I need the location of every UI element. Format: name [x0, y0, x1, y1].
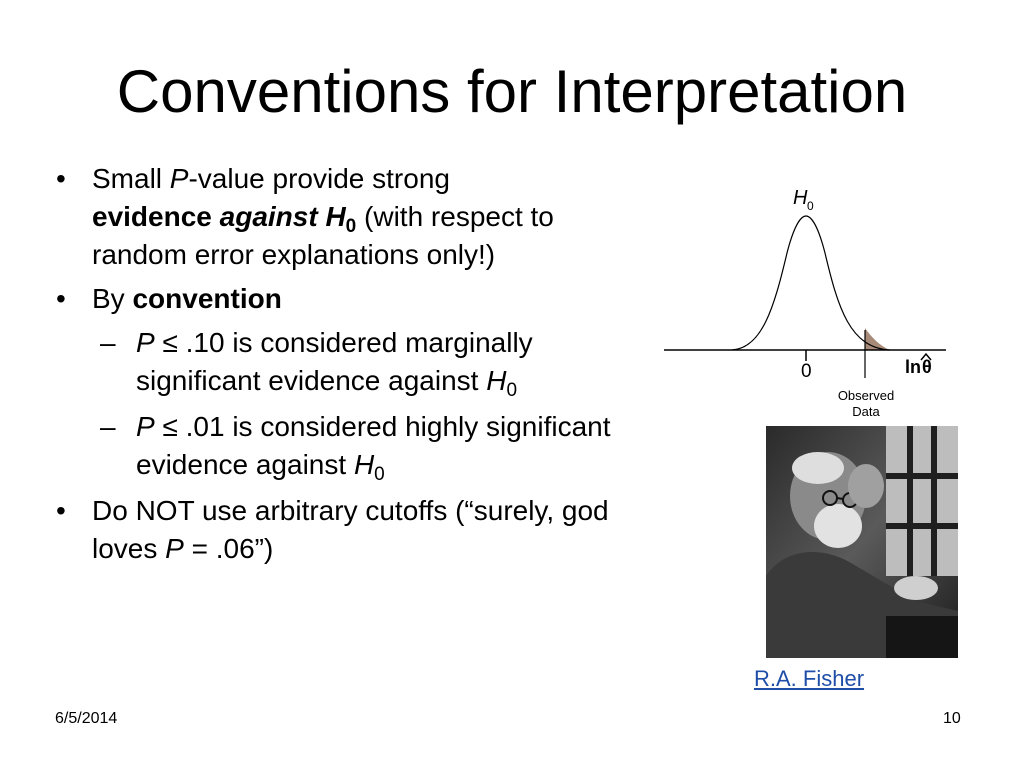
slide-number: 10 — [943, 710, 961, 727]
bullet-dot: • — [56, 283, 66, 314]
bullet-convention: • By convention — [56, 280, 636, 318]
fisher-photo-link[interactable]: R.A. Fisher — [754, 666, 865, 691]
axis-label: ln — [905, 357, 921, 377]
bullet-dot: • — [56, 163, 66, 194]
bullet-dot: • — [56, 495, 66, 526]
subbullet-marginal: – P ≤ .10 is considered marginally significant evidence against $H_0$ — [56, 324, 636, 400]
h0-subscript: 0 — [807, 199, 814, 213]
fisher-photo — [766, 426, 958, 658]
subbullet-dash: – — [100, 327, 116, 358]
null-distribution-diagram — [662, 178, 952, 423]
bullet-cutoffs: • Do NOT use arbitrary cutoffs (“surely, god loves P = .06”) — [56, 492, 636, 568]
subbullet-dash: – — [100, 411, 116, 442]
bullet-pvalue: • Small P-value provide strong evidence against $H_0$ (with respect to random error explanations only!) — [56, 160, 636, 274]
tail-area — [865, 328, 890, 350]
axis-label-symbol: θ — [922, 357, 932, 377]
slide-title: Conventions for Interpretation — [116, 58, 908, 125]
h0-label: H — [793, 187, 808, 209]
subbullet-highly: – P ≤ .01 is considered highly significant evidence against $H_0$ — [56, 408, 636, 484]
footer-date: 6/5/2014 — [55, 710, 118, 727]
zero-label: 0 — [801, 361, 812, 382]
observed-label-line2: Data — [852, 404, 880, 419]
observed-label-line1: Observed — [837, 388, 895, 403]
bullet-list — [56, 160, 636, 574]
